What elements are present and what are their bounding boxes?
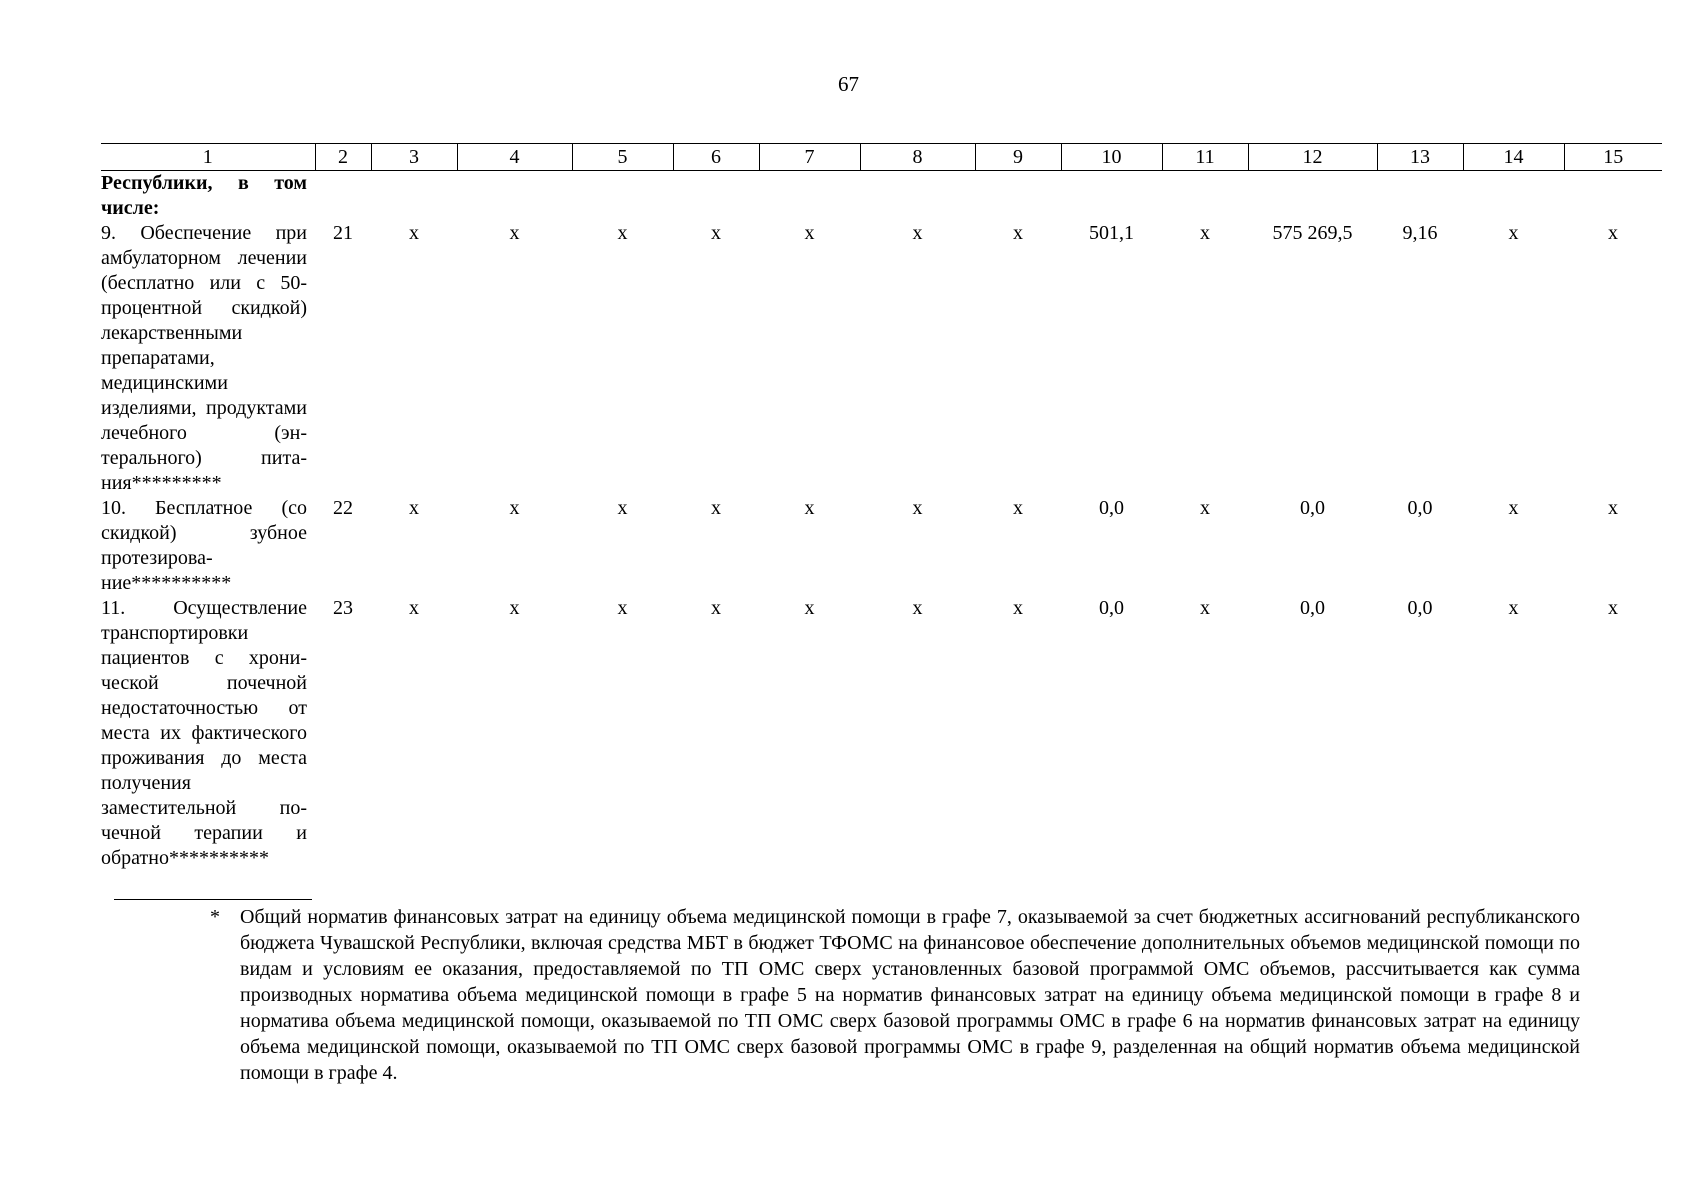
table-cell: х [912,597,923,619]
column-header: 10 [1061,144,1162,171]
table-cell: 501,1 [1089,222,1134,244]
table-row [101,596,1662,871]
column-header: 1 [101,144,315,171]
table-cell: х [1508,222,1519,244]
data-table [101,143,1662,871]
table-cell: х [711,597,721,619]
column-header: 14 [1463,144,1564,171]
table-cell: х [1608,222,1618,244]
footnote [210,904,1580,1086]
table-cell: х [409,222,419,244]
column-header: 13 [1377,144,1463,171]
column-header: 12 [1248,144,1377,171]
table-cell: 0,0 [1099,597,1124,619]
table-cell: х [409,497,419,519]
footnote-mark: * [210,906,220,928]
table-cell: х [509,497,520,519]
table-cell: 21 [333,222,353,244]
table-cell: х [617,597,628,619]
table-cell: х [1608,497,1618,519]
column-header: 15 [1564,144,1662,171]
table-cell: х [912,222,923,244]
table-cell: х [1508,597,1519,619]
column-header: 6 [673,144,759,171]
table-cell: х [912,497,923,519]
table-cell: х [509,222,520,244]
table-cell: 0,0 [1407,497,1433,519]
row-label: 10. Бесплатное (со скидкой) зубное протезирование********** [101,497,307,594]
table-cell: х [711,497,721,519]
table-cell: х [409,597,419,619]
table-cell: х [617,222,628,244]
table-cell: х [509,597,520,619]
footnote-text: Общий норматив финансовых затрат на единицу объема медицинской помощи в графе 7, оказываемой за счет бюджетных ассигнований республиканского бюджета Чувашской Республики, включая средства МБТ в бюджет ТФОМС на финансовое обеспечение дополнительных объемов медицинской помощи по видам и условиям ее оказания, предоставляемой по ТП ОМС сверх установленных базовой программой ОМС объемов, рассчитывается как сумма производных норматива объема медицинской помощи в графе 5 на норматив финансовых затрат на единицу объема медицинской помощи в графе 8 и норматива объема медицинской помощи, оказываемой по ТП ОМС сверх базовой программы ОМС в графе 6 на норматив финансовых затрат на единицу объема медицинской помощи, оказываемой по ТП ОМС сверх базовой программы ОМС в графе 9, разделенная на общий норматив объема медицинской помощи в графе 4. [240,906,1580,1084]
column-header: 3 [371,144,457,171]
table-cell: х [1508,497,1519,519]
column-header: 4 [457,144,572,171]
table-cell: 22 [333,497,353,519]
table-cell: 0,0 [1099,497,1124,519]
table-cell: х [1200,222,1210,244]
column-header: 5 [572,144,673,171]
column-header: 8 [860,144,975,171]
section-title: Республики, в том числе: [101,172,307,219]
table-cell: 0,0 [1300,597,1325,619]
table-cell: х [1200,497,1210,519]
table-cell: х [1013,222,1023,244]
table-cell: 23 [333,597,353,619]
row-label: 11. Осуществление транспортировки пациентов с хронической почечной недостаточностью от места их фактического проживания до места получения заместительной почечной терапии и обратно********** [101,597,307,869]
column-header: 11 [1162,144,1248,171]
table-row [101,496,1662,596]
table-cell: х [617,497,628,519]
table-cell: х [804,222,815,244]
table-row [101,221,1662,496]
table-cell: х [1013,497,1023,519]
table-cell: 575 269,5 [1272,222,1353,244]
table-header-row [101,144,1662,171]
table-cell: х [711,222,721,244]
table-cell: х [1608,597,1618,619]
table-cell: 0,0 [1300,497,1325,519]
section-row [101,171,1662,222]
column-header: 7 [759,144,860,171]
table-cell: х [1200,597,1210,619]
page-number: 67 [838,72,859,96]
table-cell: 9,16 [1402,222,1438,244]
table-cell: 0,0 [1407,597,1433,619]
footnote-divider [114,899,312,900]
row-label: 9. Обеспечение при амбулаторном лечении (бесплатно или с 50-процентной скидкой) лекарственными препаратами, медицинскими изделиями, продуктами лечебного (энтерального) питания********* [101,222,307,494]
table-cell: х [804,497,815,519]
table-cell: х [1013,597,1023,619]
column-header: 2 [315,144,371,171]
table-cell: х [804,597,815,619]
column-header: 9 [975,144,1061,171]
